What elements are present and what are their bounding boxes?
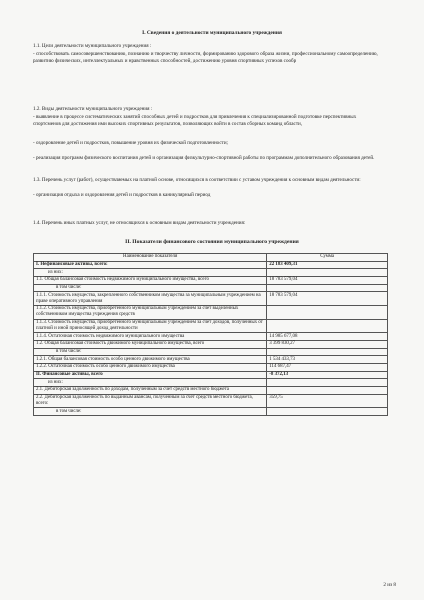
row-name: из них: xyxy=(34,379,267,387)
row-name: 1.2. Общая балансовая стоимость движимого муниципального имущества, всего xyxy=(34,340,267,348)
row-name: II. Финансовые активы, всего xyxy=(34,371,267,379)
paragraph-1-2-activity-1: - выявление в процессе систематических занятий способных детей и подростков для привлечения к специализированной подготовке перспективных спортсменов для достижения ими высоких спортивных результатов, позволяющих войти в состав сборных команд области, xyxy=(33,114,357,127)
row-value: 359,75 xyxy=(267,394,388,408)
table-row xyxy=(34,363,388,371)
row-value xyxy=(267,284,388,292)
row-value xyxy=(267,379,388,387)
table-row xyxy=(34,387,388,395)
section1-title: I. Сведения о деятельности муниципального учреждения xyxy=(142,30,282,36)
table-row xyxy=(34,269,388,277)
section2-title: II. Показатели финансового состояния муниципального учреждения xyxy=(125,239,299,245)
row-value: 18 783 579,04 xyxy=(267,292,388,306)
row-name: I. Нефинансовые активы, всего: xyxy=(34,261,267,269)
financial-indicators-table xyxy=(33,253,388,416)
table-row xyxy=(34,261,388,269)
table-row xyxy=(34,277,388,285)
row-value xyxy=(267,387,388,395)
row-name: 1.2.2. Остаточная стоимость особо ценного движимого имущества xyxy=(34,363,267,371)
row-value: 114 687,47 xyxy=(267,363,388,371)
paragraph-1-2: 1.2. Виды деятельности муниципального учреждения : xyxy=(33,106,153,112)
table-row xyxy=(34,340,388,348)
row-name: 1.2.1. Общая балансовая стоимость особо ценного движимого имущества xyxy=(34,356,267,364)
row-name: 1.1.1. Стоимость имущества, закрепленного собственником имущества за муниципальным учреждением на праве оперативного управления xyxy=(34,292,267,306)
header-name: Наименование показателя xyxy=(34,254,267,262)
page-number: 2 из 8 xyxy=(383,582,396,588)
table-row xyxy=(34,394,388,408)
row-name: 1.1.4. Остаточная стоимость недвижимого муниципального имущества xyxy=(34,333,267,341)
table-row xyxy=(34,319,388,333)
row-name: в том числе: xyxy=(34,408,267,416)
row-name: из них: xyxy=(34,269,267,277)
row-name: в том числе: xyxy=(34,284,267,292)
table-row xyxy=(34,371,388,379)
paragraph-1-1-goals: - способствовать самосовершенствованию, познанию и творчеству личности, формированию здорового образа жизни, профессиональному самоопределению, развитию физических, интеллектуальных и нравственных способностей, достижению уровня спортивных успехов сообр xyxy=(33,51,378,64)
table-row xyxy=(34,379,388,387)
table-row xyxy=(34,284,388,292)
row-name: 1.1.2. Стоимость имущества, приобретенного муниципальным учреждением за счет выделенных собственником имущества учреждения средств xyxy=(34,306,267,320)
table-row xyxy=(34,348,388,356)
row-value xyxy=(267,319,388,333)
row-name: 2.1. Дебиторская задолженность по доходам, полученным за счет средств местного бюджета xyxy=(34,387,267,395)
row-name: 1.1. Общая балансовая стоимость недвижимого муниципального имущества, всего xyxy=(34,277,267,285)
row-name: 1.1.3. Стоимость имущества, приобретенного муниципальным учреждением за счет доходов, полученных от платной и иной приносящей доход деятельности xyxy=(34,319,267,333)
row-value xyxy=(267,408,388,416)
paragraph-1-1: 1.1. Цели деятельности муниципального учреждения : xyxy=(33,43,152,49)
row-value: -8 372,13 xyxy=(267,371,388,379)
table-row xyxy=(34,333,388,341)
paragraph-1-3-service: - организация отдыха и оздоровления детей и подростков в каникулярный период xyxy=(33,192,211,198)
row-value: 3 399 830,27 xyxy=(267,340,388,348)
table-row xyxy=(34,408,388,416)
row-value xyxy=(267,306,388,320)
row-value: 18 783 579,04 xyxy=(267,277,388,285)
row-value: 14 985 677,08 xyxy=(267,333,388,341)
header-value: Сумма xyxy=(267,254,388,262)
row-value: 1 534 433,73 xyxy=(267,356,388,364)
table-body xyxy=(34,261,388,415)
row-name: 2.2. Дебиторская задолженность по выданным авансам, полученным за счет средств местного бюджета, всего: xyxy=(34,394,267,408)
row-value: 22 183 409,31 xyxy=(267,261,388,269)
table-row xyxy=(34,292,388,306)
table-header-row xyxy=(34,254,388,262)
paragraph-1-2-activity-2: - оздоровление детей и подростков, повышение уровня их физической подготовленности; xyxy=(33,140,228,146)
row-value xyxy=(267,348,388,356)
table-row xyxy=(34,306,388,320)
row-value xyxy=(267,269,388,277)
row-name: в том числе: xyxy=(34,348,267,356)
paragraph-1-4: 1.4. Перечень иных платных услуг, не относящихся к основным видам деятельности учреждения: xyxy=(33,220,246,226)
paragraph-1-2-activity-3: - реализация программ физического воспитания детей и организация физкультурно-спортивной работы по программам дополнительного образования детей. xyxy=(33,155,375,161)
paragraph-1-3: 1.3. Перечень услуг (работ), осуществляемых на платной основе, относящихся в соответствии с уставом учреждения к основным видам деятельности: xyxy=(33,177,361,183)
table-row xyxy=(34,356,388,364)
